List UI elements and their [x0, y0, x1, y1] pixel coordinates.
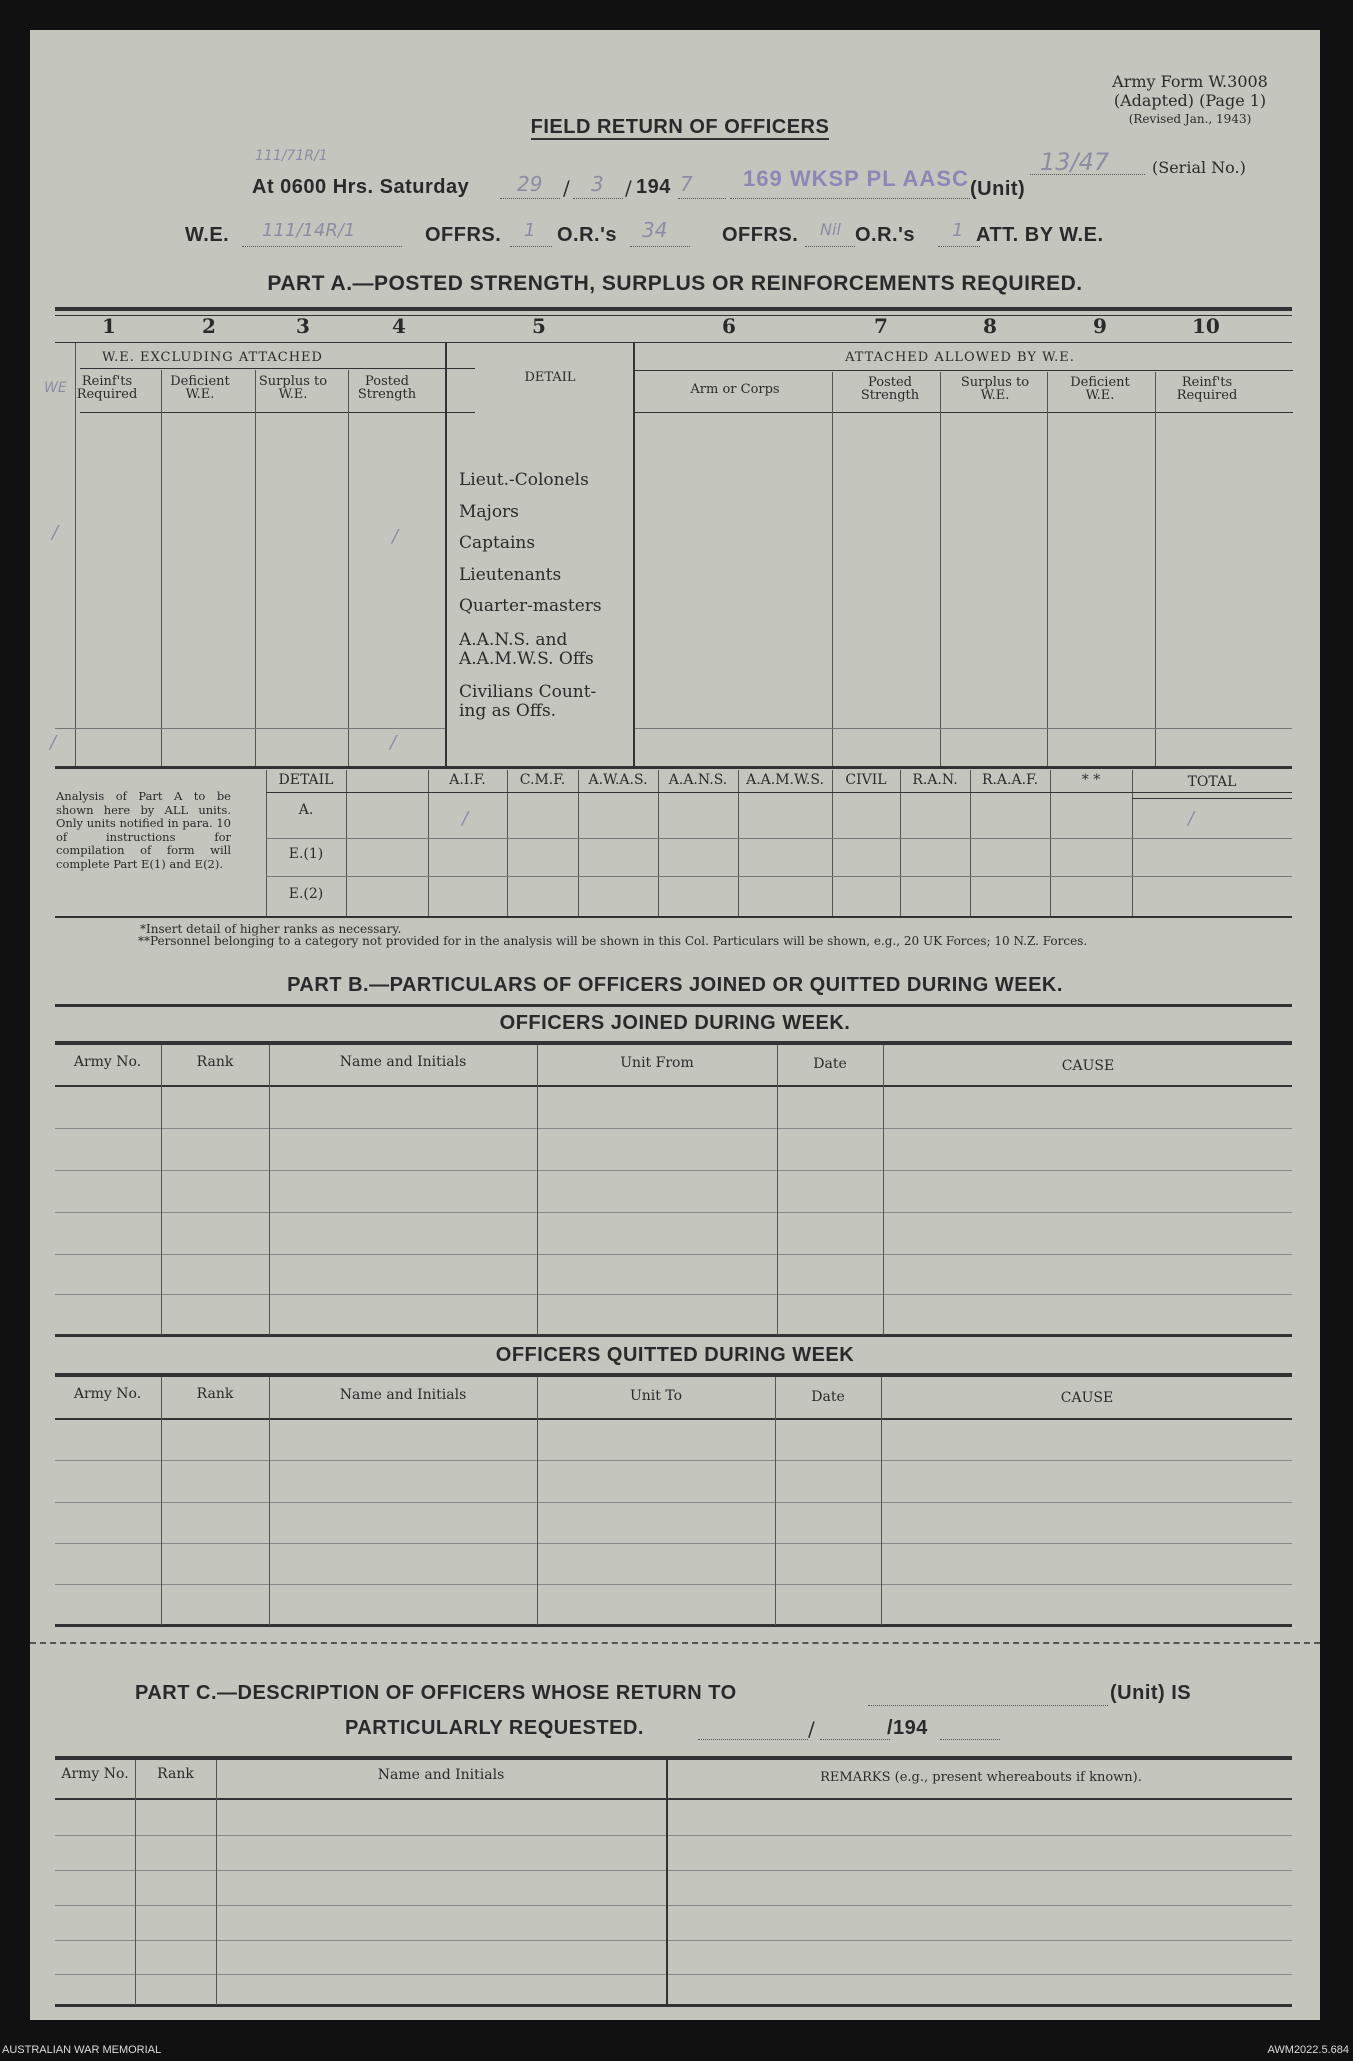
- part-c-header-remarks: REMARKS (e.g., present whereabouts if known).: [820, 1770, 1142, 1785]
- part-a-vline: [1155, 372, 1156, 768]
- unit-label: (Unit): [970, 178, 1026, 200]
- rank-item: Lieut.-Colonels: [459, 470, 589, 490]
- quitted-title: OFFICERS QUITTED DURING WEEK: [495, 1344, 855, 1366]
- quitted-bottom-rule: [55, 1624, 1292, 1627]
- year-line: [678, 198, 726, 199]
- margin-note: WE: [44, 380, 67, 396]
- part-c-title-1: PART C.—DESCRIPTION OF OFFICERS WHOSE RETURN TO: [135, 1682, 737, 1704]
- rank-item: Quarter-masters: [459, 596, 602, 616]
- part-c-slash: /: [808, 1717, 815, 1741]
- analysis-header-aamws: A.A.M.W.S.: [746, 772, 824, 788]
- we-extra-note: 111/71R/1: [255, 148, 328, 164]
- col10-header: Reinf'ts Required: [1176, 375, 1238, 403]
- form-adapted: (Adapted) (Page 1): [1113, 91, 1267, 110]
- form-number-block: [1060, 72, 1320, 129]
- year-suffix: 7: [680, 172, 693, 196]
- offrs2-line: [805, 246, 855, 247]
- joined-header-rule: [55, 1085, 1292, 1087]
- offrs-value: 1: [524, 220, 536, 241]
- part-c-row-rule: [55, 1835, 1292, 1836]
- col-number-9: 9: [1093, 314, 1107, 338]
- joined-title: OFFICERS JOINED DURING WEEK.: [499, 1012, 851, 1034]
- analysis-aif-a-mark: /: [462, 808, 469, 829]
- quitted-header-army-no: Army No.: [73, 1386, 142, 1402]
- rank-item: Captains: [459, 533, 536, 553]
- unit-dotted-line: [730, 198, 970, 199]
- part-a-vline: [832, 372, 833, 768]
- rank-item: Civilians Count-ing as Offs.: [459, 681, 597, 721]
- we-excluding-heading: W.E. EXCLUDING ATTACHED: [102, 350, 323, 365]
- quitted-header-name: Name and Initials: [339, 1387, 467, 1403]
- part-a-total-rule: [635, 728, 1292, 729]
- mark-col1-total: /: [50, 732, 57, 753]
- part-c-top-rule: [55, 1756, 1292, 1760]
- col-number-2: 2: [202, 314, 216, 338]
- part-a-title: PART A.—POSTED STRENGTH, SURPLUS OR REINFORCEMENTS REQUIRED.: [267, 272, 1083, 295]
- quitted-vline: [161, 1377, 162, 1625]
- joined-vline: [777, 1045, 778, 1335]
- joined-header-date: Date: [813, 1056, 847, 1072]
- quitted-row-rule: [55, 1460, 1292, 1461]
- joined-row-rule: [55, 1254, 1292, 1255]
- joined-header-cause: CAUSE: [1061, 1058, 1115, 1074]
- part-c-month-line: [820, 1739, 890, 1740]
- att-label: ATT. BY W.E.: [976, 224, 1104, 246]
- quitted-vline: [537, 1377, 538, 1625]
- quitted-vline: [775, 1377, 776, 1625]
- form-number: Army Form W.3008: [1112, 72, 1268, 91]
- date-month: 3: [591, 172, 604, 196]
- col3-header: Surplus to W.E.: [258, 374, 328, 402]
- part-c-header-rule: [55, 1798, 1292, 1800]
- col-number-3: 3: [296, 314, 310, 338]
- analysis-header-other: * *: [1081, 772, 1101, 788]
- mark-col4-total: /: [390, 732, 397, 753]
- date-day-line: [500, 198, 560, 199]
- col-number-7: 7: [874, 314, 888, 338]
- col-number-5: 5: [532, 314, 546, 338]
- joined-vline: [269, 1045, 270, 1335]
- joined-vline: [883, 1045, 884, 1335]
- offrs-line: [510, 246, 552, 247]
- part-b-rule: [55, 1004, 1292, 1007]
- part-a-vline: [445, 343, 447, 768]
- analysis-total-a-mark: /: [1188, 808, 1195, 829]
- col-number-8: 8: [983, 314, 997, 338]
- col4-header: Posted Strength: [357, 374, 417, 402]
- analysis-header-ran: R.A.N.: [912, 772, 958, 788]
- form-title: FIELD RETURN OF OFFICERS: [530, 116, 830, 138]
- at-label: At 0600 Hrs. Saturday: [252, 176, 470, 198]
- analysis-header-raaf: R.A.A.F.: [981, 772, 1039, 788]
- part-a-vline: [348, 370, 349, 768]
- joined-header-name: Name and Initials: [339, 1054, 467, 1070]
- footnote-1: *Insert detail of higher ranks as necessary.: [140, 922, 402, 936]
- analysis-row-rule: [266, 876, 1292, 877]
- part-c-bottom-rule: [55, 2004, 1292, 2007]
- footer-right: AWM2022.5.684: [1267, 2044, 1349, 2056]
- part-c-vline: [666, 1760, 668, 2005]
- part-c-row-rule: [55, 1870, 1292, 1871]
- date-slash-2: /: [625, 176, 632, 200]
- date-day: 29: [517, 172, 543, 196]
- col5-header: DETAIL: [524, 370, 576, 385]
- offrs2-value: Nil: [820, 220, 841, 239]
- attached-heading: ATTACHED ALLOWED BY W.E.: [845, 350, 1075, 365]
- we-value: 111/14R/1: [262, 220, 356, 241]
- ors-line: [630, 246, 690, 247]
- part-c-vline: [216, 1760, 217, 2005]
- col-number-1: 1: [102, 314, 116, 338]
- analysis-header-aif: A.I.F.: [449, 772, 486, 788]
- rank-item: Lieutenants: [459, 564, 562, 585]
- mark-col4-captains: /: [392, 526, 399, 547]
- sub-heading-rule-right: [633, 370, 1293, 371]
- joined-header-unit-from: Unit From: [620, 1055, 694, 1071]
- serial-number-value: 13/47: [1040, 148, 1110, 176]
- offrs2-label: OFFRS.: [722, 224, 799, 246]
- part-b-title: PART B.—PARTICULARS OF OFFICERS JOINED OR QUITTED DURING WEEK.: [287, 974, 1063, 996]
- part-c-header-name: Name and Initials: [377, 1767, 505, 1783]
- analysis-header-rule: [266, 792, 1292, 793]
- footnote-2: **Personnel belonging to a category not provided for in the analysis will be shown in this Col. Particulars will be shown, e.g., 20 UK Forces; 10 N.Z. Forces.: [138, 934, 1088, 948]
- quitted-top-rule: [55, 1373, 1292, 1377]
- part-a-top-rule: [55, 307, 1292, 311]
- mark-col1-captains: /: [52, 522, 59, 543]
- unit-stamp: 169 WKSP PL AASC: [743, 166, 969, 191]
- analysis-note: Analysis of Part A to be shown here by ALL units. Only units notified in para. 10 of instructions for compilation of form will complete Part E(1) and E(2).: [56, 789, 231, 871]
- joined-vline: [537, 1045, 538, 1335]
- ors2-line: [938, 246, 980, 247]
- joined-top-rule: [55, 1041, 1292, 1045]
- footer-left: AUSTRALIAN WAR MEMORIAL: [2, 2044, 162, 2056]
- analysis-header-detail: DETAIL: [278, 772, 334, 788]
- quitted-row-rule: [55, 1584, 1292, 1585]
- part-c-row-rule: [55, 1974, 1292, 1975]
- col-header-rule-left: [80, 412, 475, 413]
- part-a-vline: [255, 370, 256, 768]
- perforation-line: [30, 1642, 1320, 1644]
- ors-label: O.R.'s: [557, 224, 617, 246]
- col-number-4: 4: [392, 314, 406, 338]
- col7-header: Posted Strength: [860, 375, 920, 403]
- date-slash-1: /: [563, 176, 570, 200]
- part-a-total-rule: [55, 728, 445, 729]
- col-number-rule: [55, 342, 1292, 343]
- analysis-row-a: A.: [298, 802, 314, 818]
- quitted-header-rule: [55, 1418, 1292, 1420]
- col9-header: Deficient W.E.: [1070, 375, 1130, 403]
- analysis-row-e2: E.(2): [288, 886, 324, 902]
- quitted-header-cause: CAUSE: [1060, 1390, 1114, 1406]
- part-a-vline: [161, 370, 162, 768]
- ors2-value: 1: [952, 220, 964, 241]
- analysis-header-cmf: C.M.F.: [519, 772, 566, 788]
- quitted-vline: [269, 1377, 270, 1625]
- rank-item: A.A.N.S. and A.A.M.W.S. Offs: [459, 629, 594, 669]
- joined-row-rule: [55, 1128, 1292, 1129]
- we-label: W.E.: [185, 224, 230, 246]
- part-c-row-rule: [55, 1905, 1292, 1906]
- analysis-row-e1: E.(1): [288, 846, 324, 862]
- part-c-year: /194: [887, 1717, 928, 1739]
- rank-item: Majors: [459, 501, 519, 522]
- joined-row-rule: [55, 1170, 1292, 1171]
- joined-row-rule: [55, 1294, 1292, 1295]
- joined-header-army-no: Army No.: [73, 1054, 142, 1070]
- part-a-vline: [1047, 372, 1048, 768]
- analysis-header-civil: CIVIL: [845, 772, 887, 788]
- part-c-day-line: [698, 1739, 808, 1740]
- rank-list: [459, 465, 619, 721]
- quitted-row-rule: [55, 1502, 1292, 1503]
- quitted-header-unit-to: Unit To: [629, 1388, 683, 1404]
- ors2-label: O.R.'s: [855, 224, 915, 246]
- analysis-total-rule: [1132, 798, 1292, 799]
- analysis-row-rule: [266, 838, 1292, 839]
- year-prefix: 194: [636, 176, 671, 198]
- part-c-header-rank: Rank: [157, 1766, 194, 1782]
- col-number-6: 6: [722, 314, 736, 338]
- ors-value: 34: [642, 218, 668, 242]
- part-c-title-unit: (Unit) IS: [1110, 1682, 1192, 1704]
- part-c-vline: [135, 1760, 136, 2005]
- part-c-unit-line: [868, 1705, 1108, 1706]
- form-revised: (Revised Jan., 1943): [1128, 112, 1252, 126]
- col-number-10: 10: [1192, 314, 1220, 338]
- joined-bottom-rule: [55, 1334, 1292, 1337]
- quitted-header-rank: Rank: [196, 1386, 234, 1402]
- part-a-bottom-rule: [55, 766, 1292, 769]
- joined-vline: [161, 1045, 162, 1335]
- analysis-header-aans: A.A.N.S.: [668, 772, 728, 788]
- sub-heading-rule-left: [80, 368, 475, 369]
- part-c-year-line: [940, 1739, 1000, 1740]
- col2-header: Deficient W.E.: [170, 374, 230, 402]
- form-sheet: [30, 30, 1320, 2020]
- we-line: [242, 246, 402, 247]
- col1-header: Reinf'ts Required: [76, 374, 138, 402]
- quitted-row-rule: [55, 1543, 1292, 1544]
- quitted-header-date: Date: [811, 1389, 845, 1405]
- analysis-bottom-rule: [55, 916, 1292, 918]
- col8-header: Surplus to W.E.: [960, 375, 1030, 403]
- quitted-vline: [881, 1377, 882, 1625]
- col-header-rule-right: [633, 412, 1293, 413]
- analysis-header-total: TOTAL: [1187, 774, 1237, 790]
- part-c-header-army-no: Army No.: [61, 1766, 129, 1782]
- joined-header-rank: Rank: [196, 1054, 234, 1070]
- analysis-header-awas: A.W.A.S.: [588, 772, 648, 788]
- part-c-row-rule: [55, 1940, 1292, 1941]
- offrs-label: OFFRS.: [425, 224, 502, 246]
- part-c-title-2: PARTICULARLY REQUESTED.: [345, 1717, 644, 1739]
- col6-header: Arm or Corps: [690, 382, 780, 397]
- part-a-vline: [633, 343, 635, 768]
- part-a-vline: [940, 372, 941, 768]
- joined-row-rule: [55, 1212, 1292, 1213]
- serial-dotted-line: [1030, 174, 1145, 175]
- serial-label: (Serial No.): [1152, 158, 1246, 177]
- part-a-vline: [75, 343, 76, 768]
- date-month-line: [573, 198, 623, 199]
